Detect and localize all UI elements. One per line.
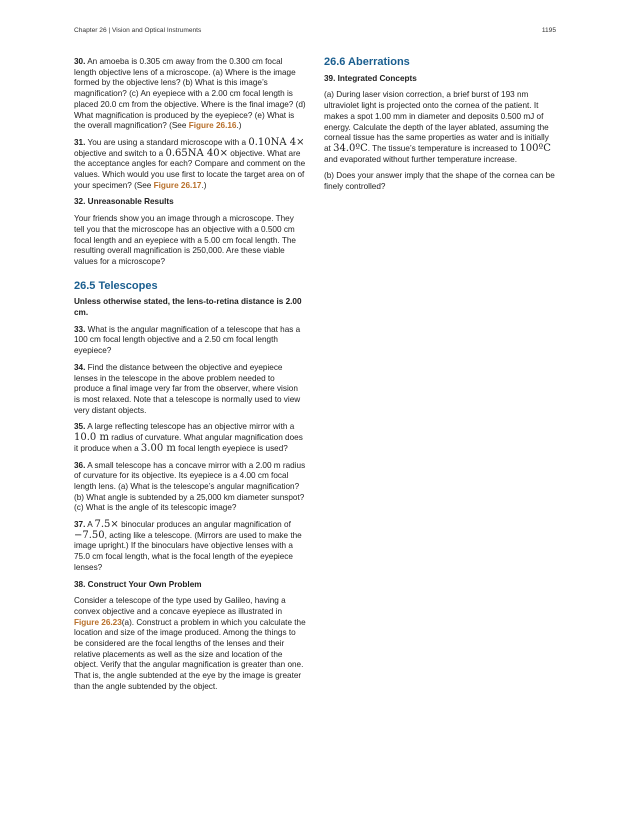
math-expression: 0.65NA 40× xyxy=(165,147,229,159)
figure-link[interactable]: Figure 26.23 xyxy=(74,617,122,627)
text-end: .) xyxy=(201,180,207,190)
problem-38-heading: 38. Construct Your Own Problem xyxy=(74,579,202,589)
problem-number: 36. xyxy=(74,460,86,470)
figure-link[interactable]: Figure 26.16 xyxy=(188,121,237,131)
math-expression: 10.0 m xyxy=(74,432,109,444)
problem-text: An amoeba is 0.305 cm away from the 0.300 cm focal length objective lens of a microscope. (a) Where is the image formed by the objective lens? (b) What is this image’s magnification? (c) An eyepiece with a 2.00 cm focal length is placed 20.0 cm from the objective. Where is the final image? (d) What magnification is produced by the eyepiece? (e) What is the overall magnification? (See xyxy=(74,57,306,131)
problem-text: , acting like a telescope. (Mirrors are used to make the image upright.) If the binoculars have objective lenses with a 75.0 cm focal length, what is the focal length of the eyepiece lenses? xyxy=(74,530,302,572)
problem-text: radius of curvature. What angular magnification does it produce when a xyxy=(74,433,303,453)
figure-link[interactable]: Figure 26.17 xyxy=(153,180,202,190)
problem-39-part-a xyxy=(324,90,556,165)
problem-text: objective. What are the acceptance angles for each? Compare and comment on the values. Which would you use first to locate the target area on of your specimen? (See xyxy=(74,148,306,190)
math-expression: 100ºC xyxy=(519,142,551,154)
problem-39-heading: 39. Integrated Concepts xyxy=(324,73,417,83)
problem-37 xyxy=(74,520,306,574)
problem-text: and evaporated without further temperature increase. xyxy=(324,154,517,164)
problem-text: You are using a standard microscope with a xyxy=(85,137,249,147)
problem-text: focal length eyepiece is used? xyxy=(175,443,288,453)
math-expression: 0.10NA 4× xyxy=(248,136,305,148)
section-note: Unless otherwise stated, the lens-to-retina distance is 2.00 cm. xyxy=(74,297,302,318)
section-heading-aberrations: 26.6 Aberrations xyxy=(324,56,410,68)
problem-text: A large reflecting telescope has an objective mirror with a xyxy=(85,422,295,432)
problem-text: A xyxy=(85,520,95,530)
page-number: 1195 xyxy=(541,27,556,34)
math-expression: −7.50 xyxy=(74,529,105,541)
math-expression: 7.5× xyxy=(94,519,119,531)
right-column xyxy=(324,57,556,199)
problem-text: Consider a telescope of the type used by Galileo, having a convex objective and a concave eyepiece as illustrated in xyxy=(74,596,286,616)
section-heading-telescopes: 26.5 Telescopes xyxy=(74,279,158,292)
problem-text: objective and switch to a xyxy=(74,148,166,158)
problem-text: Find the distance between the objective and eyepiece lenses in the telescope in the above problem needed to produce a final image very far from the observer, where vision is most relaxed. Note that a telescope is normally used to view very distant objects. xyxy=(74,362,301,415)
problem-number: 31. xyxy=(74,137,86,147)
problem-number: 35. xyxy=(74,422,86,432)
problem-text: . The tissue’s temperature is increased to xyxy=(367,143,520,153)
problem-text: (a). Construct a problem in which you calculate the location and size of the image produced. Among the things to be considered are the focal lengths of the lenses and their relative placements as well as the size and location of the object. Verify that the angular magnification is greater than one. That is, the angle subtended at the eye by the image is greater than the angle subtended by the object. xyxy=(74,617,306,691)
problem-text: (a) During laser vision correction, a brief burst of 193 nm ultraviolet light is projected onto the cornea of the patient. It makes a spot 1.00 mm in diameter and deposits 0.500 mJ of energy. Calculate the depth of the layer ablated, assuming the corneal tissue has the same properties as water and is initially at xyxy=(324,90,549,153)
problem-33 xyxy=(74,325,306,357)
left-column xyxy=(74,57,306,699)
text-end: .) xyxy=(236,121,242,131)
problem-number: 37. xyxy=(74,520,86,530)
problem-35 xyxy=(74,422,306,454)
problem-31 xyxy=(74,138,306,192)
problem-34 xyxy=(74,363,306,417)
problem-36 xyxy=(74,461,306,515)
problem-39-part-b: (b) Does your answer imply that the shape of the cornea can be finely controlled? xyxy=(324,171,555,192)
problem-number: 30. xyxy=(74,57,86,66)
problem-text: What is the angular magnification of a telescope that has a 100 cm focal length objective and a 2.50 cm focal length eyepiece? xyxy=(74,324,301,356)
problem-32-text: Your friends show you an image through a microscope. They tell you that the microscope has an objective with a 0.500 cm focal length and an eyepiece with a 5.00 cm focal length. The resulting overall magnification is 250,000. Are these viable values for a microscope? xyxy=(74,214,296,266)
problem-30 xyxy=(74,57,306,132)
math-expression: 34.0ºC xyxy=(333,142,368,154)
problem-32-heading: 32. Unreasonable Results xyxy=(74,197,174,207)
problem-number: 33. xyxy=(74,324,86,334)
chapter-title: Chapter 26 | Vision and Optical Instruments xyxy=(74,27,202,34)
problem-text: binocular produces an angular magnification of xyxy=(118,520,291,530)
problem-text: A small telescope has a concave mirror with a 2.00 m radius of curvature for its objective. Its eyepiece is a 4.00 cm focal length lens. (a) What is the telescope’s angular magnification? (b) What angle is subtended by a 25,000 km diameter sunspot? (c) What is the angle of its telescopic image? xyxy=(74,460,306,513)
problem-38-text xyxy=(74,596,306,692)
math-expression: 3.00 m xyxy=(140,442,176,454)
problem-number: 34. xyxy=(74,362,86,372)
page-header xyxy=(74,27,556,34)
